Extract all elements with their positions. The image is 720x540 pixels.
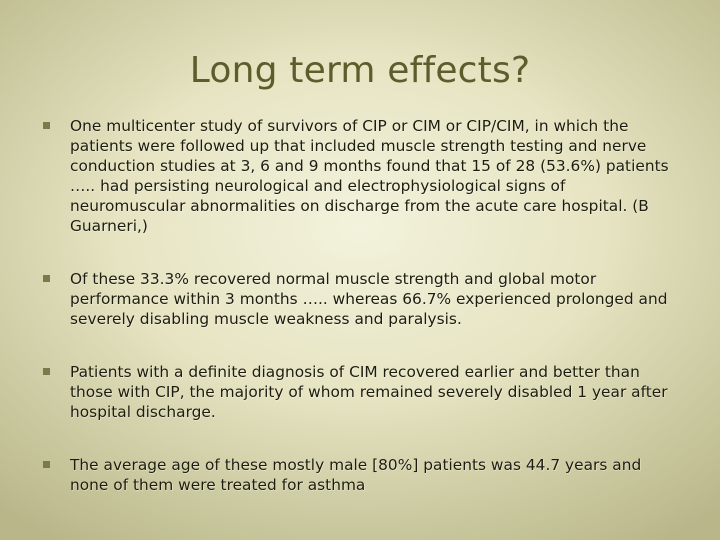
square-bullet-icon [43, 122, 50, 129]
bullet-text: Patients with a definite diagnosis of CIM recovered earlier and better than those with CIP, the majority of whom remained severely disabled 1 year after hospital discharge. [70, 363, 668, 421]
square-bullet-icon [43, 275, 50, 282]
square-bullet-icon [43, 461, 50, 468]
square-bullet-icon [43, 368, 50, 375]
bullet-item [40, 116, 680, 236]
bullet-item [40, 455, 680, 495]
bullet-text: The average age of these mostly male [80%] patients was 44.7 years and none of them were treated for asthma [70, 456, 642, 494]
bullet-item [40, 362, 680, 422]
bullet-text: Of these 33.3% recovered normal muscle strength and global motor performance within 3 months ….. whereas 66.7% experienced prolonged and severely disabling muscle weakness and paralysis. [70, 270, 668, 328]
bullet-text: One multicenter study of survivors of CIP or CIM or CIP/CIM, in which the patients were followed up that included muscle strength testing and nerve conduction studies at 3, 6 and 9 months found that 15 of 28 (53.6%) patients ….. had persisting neurological and electrophysiological signs of neuromuscular abnormalities on discharge from the acute care hospital. (B Guarneri,) [70, 117, 669, 235]
slide-title: Long term effects? [189, 50, 531, 91]
bullet-list [40, 116, 680, 495]
bullet-item [40, 269, 680, 329]
